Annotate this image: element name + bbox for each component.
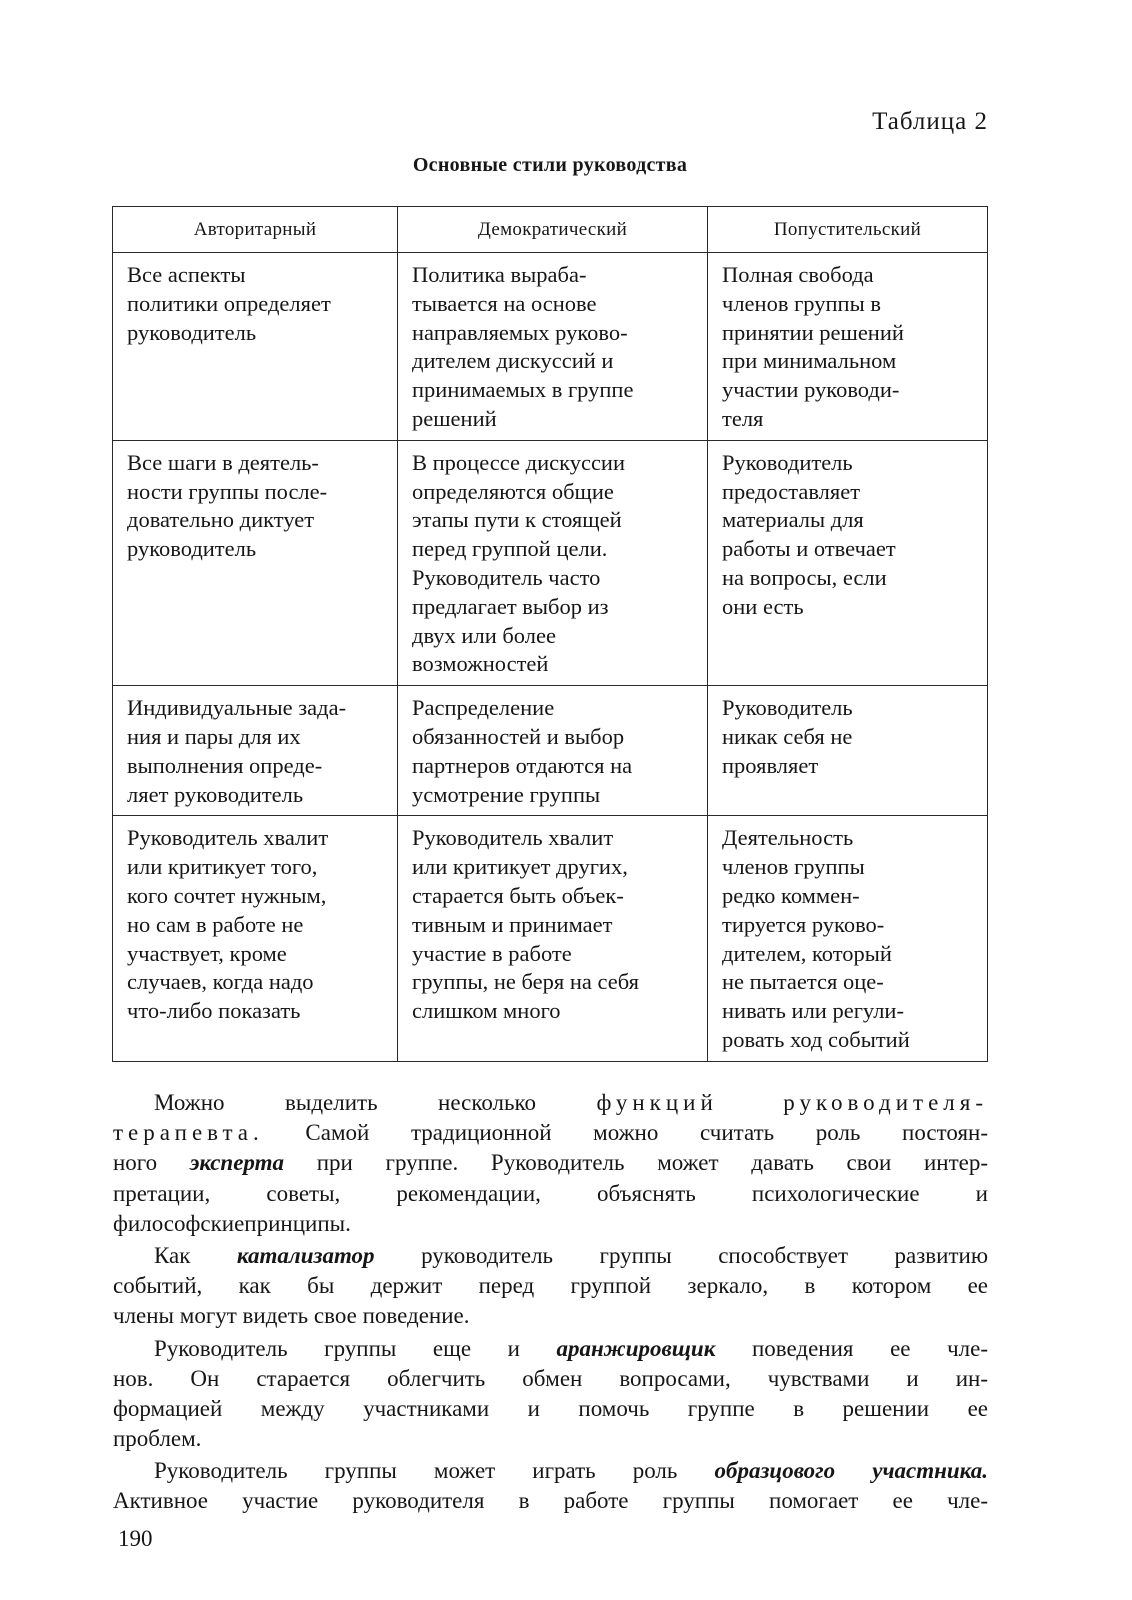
cell-line: редко коммен- [722, 882, 860, 908]
header-democratic: Демократический [398, 207, 708, 253]
cell-line: но сам в работе не [127, 911, 304, 937]
cell-line: тивным и принимает [412, 911, 613, 937]
leadership-styles-table [112, 206, 988, 1062]
cell-line: теля [722, 405, 764, 431]
table-cell-permissive [708, 686, 988, 816]
cell-line: Руководитель [722, 695, 853, 721]
cell-line: тируется руково- [722, 911, 885, 937]
cell-line: слишком много [412, 998, 561, 1024]
cell-line: предлагает выбор из [412, 593, 609, 619]
table-label: Таблица 2 [872, 108, 988, 135]
cell-line: принятии решений [722, 319, 904, 345]
cell-line: политики определяет [127, 290, 331, 316]
cell-line: решений [412, 405, 497, 431]
cell-line: перед группой цели. [412, 536, 608, 562]
paragraph-line: ного эксперта при группе. Руководитель может давать свои интер- [113, 1150, 989, 1176]
header-permissive: Попустительский [708, 207, 988, 253]
body-text [113, 1088, 988, 1517]
table-cell-democratic [398, 253, 708, 441]
cell-line: Деятельность [722, 825, 854, 851]
table-cell-permissive [708, 253, 988, 441]
table-row [113, 686, 988, 816]
paragraph-line: нов. Он старается облегчить обмен вопросами, чувствами и ин- [113, 1365, 988, 1391]
table-row [113, 440, 988, 685]
cell-line: они есть [722, 593, 804, 619]
cell-line: возможностей [412, 651, 549, 677]
cell-line: этапы пути к стоящей [412, 507, 622, 533]
table-cell-authoritarian [113, 816, 398, 1061]
cell-line: двух или более [412, 622, 556, 648]
term-model-participant: образцового участника. [714, 1458, 989, 1484]
cell-line: выполнения опреде- [127, 752, 323, 778]
cell-line: Политика выраба- [412, 262, 587, 287]
cell-line: что-либо показать [127, 998, 301, 1024]
paragraph-line: терапевта. Самой традиционной можно считать роль постоян- [113, 1120, 988, 1146]
cell-line: дителем, который [722, 940, 892, 966]
cell-line: кого сочтет нужным, [127, 882, 327, 908]
paragraph-line: претации, советы, рекомендации, объяснять психологические и [113, 1180, 988, 1206]
cell-line: Руководитель часто [412, 564, 601, 590]
paragraph-line: Можно выделить несколько функций руководителя- [154, 1090, 988, 1115]
cell-line: участии руководи- [722, 377, 900, 403]
cell-line: Индивидуальные зада- [127, 695, 347, 721]
cell-line: нивать или регули- [722, 998, 904, 1024]
cell-line: определяются общие [412, 478, 614, 504]
table-cell-permissive [708, 440, 988, 685]
table-cell-authoritarian [113, 253, 398, 441]
table-row [113, 253, 988, 441]
cell-line: проявляет [722, 752, 819, 778]
cell-line: руководитель [127, 536, 257, 562]
term-arranger: аранжировщик [556, 1335, 716, 1361]
cell-line: группы, не беря на себя [412, 969, 640, 995]
cell-line: Распределение [412, 695, 555, 721]
cell-line: Все аспекты [127, 262, 246, 287]
cell-line: работы и отвечает [722, 536, 896, 562]
cell-line: руководитель [127, 319, 257, 345]
paragraph-line: событий, как бы держит перед группой зеркало, в котором ее [113, 1273, 988, 1299]
cell-line: при минимальном [722, 348, 897, 374]
cell-line: партнеров отдаются на [412, 752, 633, 778]
table-cell-permissive [708, 816, 988, 1061]
page-number: 190 [118, 1526, 153, 1551]
cell-line: ляет руководитель [127, 781, 304, 807]
cell-line: участие в работе [412, 940, 572, 966]
paragraph-line: Руководитель группы может играть роль образцового участника. [154, 1458, 989, 1484]
cell-line: Руководитель хвалит [127, 825, 329, 851]
paragraph-line: Руководитель группы еще и аранжировщик поведения ее чле- [154, 1335, 988, 1361]
cell-line: усмотрение группы [412, 781, 601, 807]
table-row [113, 816, 988, 1061]
cell-line: Все шаги в деятель- [127, 449, 319, 475]
cell-line: ровать ход событий [722, 1026, 910, 1052]
cell-line: участвует, кроме [127, 940, 287, 966]
table-header-row [113, 207, 988, 253]
cell-line: никак себя не [722, 723, 853, 749]
cell-line: тывается на основе [412, 290, 597, 316]
table-cell-authoritarian [113, 686, 398, 816]
table-body [113, 253, 988, 1062]
cell-line: материалы для [722, 507, 864, 533]
cell-line: или критикует того, [127, 854, 318, 880]
paragraph-line: формацией между участниками и помочь группе в решении ее [113, 1395, 988, 1421]
cell-line: старается быть объек- [412, 882, 624, 908]
cell-line: предоставляет [722, 478, 861, 504]
header-authoritarian: Авторитарный [113, 207, 398, 253]
cell-line: дителем дискуссий и [412, 348, 614, 374]
cell-line: случаев, когда надо [127, 969, 314, 995]
table-cell-democratic [398, 816, 708, 1061]
cell-line: ния и пары для их [127, 723, 301, 749]
table-cell-democratic [398, 686, 708, 816]
cell-line: членов группы [722, 854, 865, 880]
cell-line: Руководитель [722, 449, 853, 475]
cell-line: не пытается оце- [722, 969, 884, 995]
table-cell-democratic [398, 440, 708, 685]
term-catalyst: катализатор [236, 1242, 375, 1268]
paragraph-line: Активное участие руководителя в работе группы помогает ее чле- [113, 1488, 988, 1514]
table-caption: Основные стили руководства [412, 154, 688, 176]
paragraph-line: Как катализатор руководитель группы способствует развитию [154, 1242, 989, 1268]
cell-line: В процессе дискуссии [412, 449, 626, 475]
cell-line: направляемых руково- [412, 319, 628, 345]
cell-line: или критикует других, [412, 854, 628, 880]
cell-line: Полная свобода [722, 262, 874, 287]
paragraph-line: проблем. [113, 1426, 202, 1452]
paragraph-line: члены могут видеть свое поведение. [113, 1303, 470, 1329]
paragraph-line: философскиепринципы. [113, 1210, 351, 1236]
cell-line: обязанностей и выбор [412, 723, 625, 749]
term-expert: эксперта [189, 1150, 284, 1176]
table-cell-authoritarian [113, 440, 398, 685]
cell-line: на вопросы, если [722, 564, 887, 590]
cell-line: Руководитель хвалит [412, 825, 614, 851]
cell-line: довательно диктует [127, 507, 315, 533]
cell-line: ности группы после- [127, 478, 328, 504]
cell-line: членов группы в [722, 290, 881, 316]
cell-line: принимаемых в группе [412, 377, 634, 403]
